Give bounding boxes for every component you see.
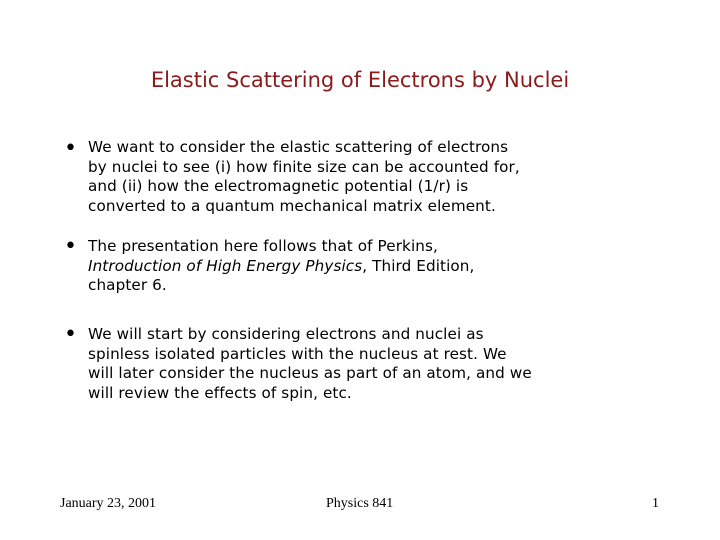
bullet-3-text: We will start by considering electrons and nuclei as spinless isolated particles with the nucleus at rest. We will later consider the nucleus as part of an atom, and we will review the effects of spin, etc. bbox=[88, 325, 532, 402]
bullet-marker: • bbox=[64, 322, 77, 347]
bullet-2-text bbox=[88, 237, 688, 296]
bullet-2-line-1: The presentation here follows that of Perkins, bbox=[88, 237, 438, 255]
bullet-2-line-3: chapter 6. bbox=[88, 276, 167, 294]
footer-course: Physics 841 bbox=[326, 496, 394, 511]
bullet-1-text: We want to consider the elastic scattering of electrons by nuclei to see (i) how finite size can be accounted for, and (ii) how the electromagnetic potential (1/r) is converted to a quantum mechanical matrix element. bbox=[88, 138, 520, 215]
book-title: Introduction of High Energy Physics bbox=[88, 256, 363, 275]
bullet-marker: • bbox=[64, 234, 77, 259]
slide-title: Elastic Scattering of Electrons by Nuclei bbox=[150, 68, 570, 92]
book-edition: , Third Edition, bbox=[362, 256, 475, 275]
footer-date: January 23, 2001 bbox=[60, 496, 157, 511]
footer-page-number: 1 bbox=[652, 496, 659, 511]
bullet-marker: • bbox=[64, 136, 77, 161]
bullet-2-line-2 bbox=[88, 257, 688, 277]
